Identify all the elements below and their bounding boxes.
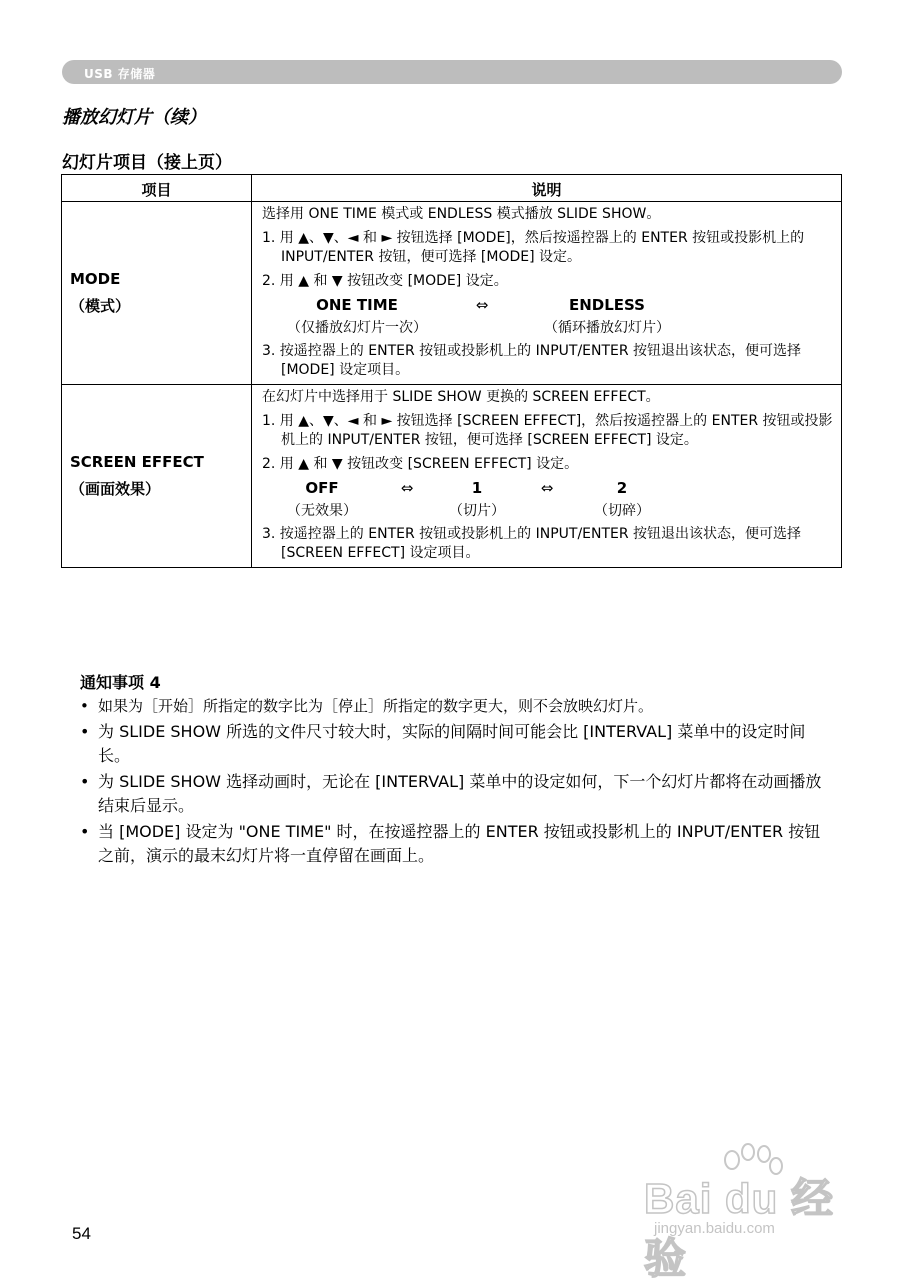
note-text: 如果为［开始］所指定的数字比为［停止］所指定的数字更大，则不会放映幻灯片。 — [98, 697, 654, 715]
column-header-item: 项目 — [62, 175, 252, 202]
table-header-row — [62, 175, 842, 202]
notes-list — [76, 694, 836, 870]
item-label-cn: （画面效果） — [70, 480, 161, 498]
table-title: 幻灯片项目（接上页） — [62, 153, 232, 173]
notes-title: 通知事项 4 — [80, 673, 161, 692]
table-row-mode — [62, 202, 842, 385]
description-step-2: 2. 用 ▲ 和 ▼ 按钮改变 [SCREEN EFFECT] 设定。 — [262, 456, 579, 472]
bullet-icon: • — [80, 772, 90, 791]
list-item — [76, 770, 836, 818]
item-label-cell — [62, 385, 252, 568]
page-number: 54 — [72, 1224, 91, 1243]
description-step-1: 1. 用 ▲、▼、◄ 和 ► 按钮选择 [MODE]，然后按遥控器上的 ENTER 按钮或投影机上的 INPUT/ENTER 按钮，便可选择 [MODE] 设定。 — [262, 230, 805, 265]
option-note: （切片） — [449, 503, 505, 519]
toggle-arrow-icon: ⇔ — [475, 296, 489, 314]
description-step-2: 2. 用 ▲ 和 ▼ 按钮改变 [MODE] 设定。 — [262, 273, 508, 289]
option-value: ENDLESS — [569, 296, 645, 314]
list-item — [76, 820, 836, 868]
section-title: 播放幻灯片（续） — [62, 107, 206, 128]
item-description-cell — [252, 385, 842, 568]
note-text: 为 SLIDE SHOW 所选的文件尺寸较大时，实际的间隔时间可能会比 [INTERVAL] 菜单中的设定时间长。 — [98, 722, 806, 765]
description-step-3: 3. 按遥控器上的 ENTER 按钮或投影机上的 INPUT/ENTER 按钮退出该状态，便可选择 [SCREEN EFFECT] 设定项目。 — [262, 526, 802, 561]
option-value: 1 — [471, 479, 483, 497]
option-value: 2 — [616, 479, 628, 497]
toggle-arrow-icon: ⇔ — [400, 479, 414, 497]
item-label-cn: （模式） — [70, 297, 131, 315]
baidu-jingyan-watermark — [636, 1142, 846, 1282]
table-row-screen-effect — [62, 385, 842, 568]
watermark-brand: Bai du 经验 — [644, 1175, 835, 1282]
option-note: （无效果） — [287, 503, 357, 519]
option-notes-row — [262, 319, 833, 339]
option-note: （切碎） — [594, 503, 650, 519]
item-label-en: MODE — [70, 270, 121, 288]
header-bar-label: USB 存储器 — [84, 67, 156, 81]
item-label-cell — [62, 202, 252, 385]
description-step-1: 1. 用 ▲、▼、◄ 和 ► 按钮选择 [SCREEN EFFECT]，然后按遥控器上的 ENTER 按钮或投影机上的 INPUT/ENTER 按钮，便可选择 [SCREEN EFFECT] 设定。 — [262, 413, 833, 448]
bullet-icon: • — [80, 697, 89, 715]
watermark-url: jingyan.baidu.com — [654, 1220, 775, 1237]
option-values-row — [262, 296, 833, 316]
option-values-row — [262, 479, 833, 499]
option-value: OFF — [305, 479, 339, 497]
option-note: （循环播放幻灯片） — [544, 320, 670, 336]
column-header-description: 说明 — [252, 175, 842, 202]
option-note: （仅播放幻灯片一次） — [287, 320, 427, 336]
toggle-arrow-icon: ⇔ — [540, 479, 554, 497]
section-header-bar — [62, 60, 842, 84]
item-description-cell — [252, 202, 842, 385]
note-text: 当 [MODE] 设定为 "ONE TIME" 时，在按遥控器上的 ENTER 按钮或投影机上的 INPUT/ENTER 按钮之前，演示的最末幻灯片将一直停留在画面上。 — [98, 822, 821, 865]
bullet-icon: • — [80, 722, 90, 741]
note-text: 为 SLIDE SHOW 选择动画时，无论在 [INTERVAL] 菜单中的设定如何，下一个幻灯片都将在动画播放结束后显示。 — [98, 772, 822, 815]
item-label-en: SCREEN EFFECT — [70, 453, 204, 471]
slideshow-items-table — [61, 174, 842, 568]
option-value: ONE TIME — [316, 296, 398, 314]
bullet-icon: • — [80, 822, 90, 841]
description-intro: 选择用 ONE TIME 模式或 ENDLESS 模式播放 SLIDE SHOW。 — [262, 206, 661, 222]
description-step-3: 3. 按遥控器上的 ENTER 按钮或投影机上的 INPUT/ENTER 按钮退出该状态，便可选择 [MODE] 设定项目。 — [262, 343, 802, 378]
list-item — [76, 720, 836, 768]
list-item — [76, 694, 836, 718]
option-notes-row — [262, 502, 833, 522]
description-intro: 在幻灯片中选择用于 SLIDE SHOW 更换的 SCREEN EFFECT。 — [262, 389, 660, 405]
